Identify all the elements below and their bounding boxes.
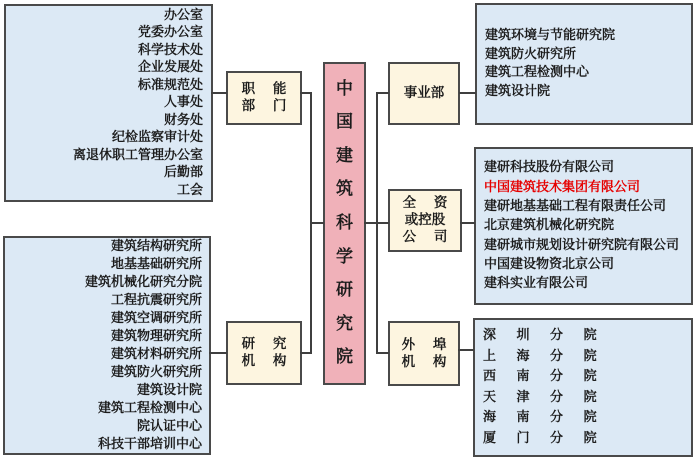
- list-item: 职 能: [241, 81, 287, 97]
- list-item: 建筑空调研究所: [110, 310, 202, 326]
- list-item: 深 圳 分 院: [483, 328, 597, 343]
- list-item: 研 究: [241, 336, 287, 352]
- vertical-char: 研: [336, 280, 353, 301]
- list-item: 中国建设物资北京公司: [484, 256, 615, 272]
- list-item: 建筑设计院: [485, 83, 551, 99]
- list-item: 标准规范处: [137, 77, 203, 93]
- vertical-char: 院: [336, 347, 353, 368]
- vertical-char: 建: [336, 145, 353, 166]
- list-item: 建筑物理研究所: [110, 328, 202, 344]
- connector: [459, 92, 476, 94]
- list-item: 建筑防火研究所: [485, 46, 577, 62]
- list-item: 海 南 分 院: [483, 410, 597, 425]
- vertical-char: 学: [336, 246, 353, 267]
- list-item: 人事处: [163, 95, 203, 111]
- list-item: 建研城市规划设计研究院有限公司: [484, 237, 680, 253]
- list-item: 外 埠: [401, 336, 447, 353]
- branch-offices-list: [473, 318, 693, 457]
- branch-business-divisions-label: [388, 62, 460, 125]
- list-item: 工程抗震研究所: [110, 292, 202, 308]
- list-item: 上 海 分 院: [483, 348, 597, 364]
- list-item: 厦 门 分 院: [483, 430, 597, 446]
- functional-departments-list: [4, 4, 213, 202]
- list-item: 公 司: [402, 229, 448, 245]
- vertical-char: 国: [336, 112, 353, 133]
- list-item: 建研地基基础工程有限责任公司: [484, 199, 667, 215]
- vertical-char: 科: [336, 212, 353, 233]
- list-item: 机 构: [241, 353, 287, 369]
- connector: [376, 92, 389, 94]
- list-item: 科学技术处: [137, 42, 203, 58]
- vertical-char: 筑: [336, 179, 353, 200]
- list-item: 全 资: [402, 195, 448, 211]
- list-item: 建筑工程检测中心: [97, 400, 202, 416]
- list-item: 机 构: [401, 353, 447, 370]
- connector: [376, 352, 389, 354]
- connector: [458, 349, 474, 351]
- branch-subsidiaries-label: [388, 189, 462, 252]
- list-item: 建筑设计院: [136, 382, 202, 398]
- subsidiaries-list: [474, 147, 693, 305]
- list-item: 科技干部培训中心: [97, 436, 202, 452]
- list-item: 财务处: [163, 112, 203, 128]
- list-item: 西 南 分 院: [483, 369, 597, 384]
- vertical-char: 中: [336, 78, 353, 99]
- list-item: 后勤部: [163, 165, 203, 181]
- list-item: 中国建筑技术集团有限公司: [484, 179, 641, 195]
- research-institutes-list: [3, 236, 211, 455]
- list-item: 地基基础研究所: [110, 256, 202, 272]
- branch-functional-departments-label: [226, 71, 302, 125]
- connector: [376, 222, 389, 224]
- branch-research-institutes-label: [226, 321, 302, 385]
- branch-offices-label: [388, 321, 460, 386]
- list-item: 离退休职工管理办公室: [72, 147, 203, 163]
- list-item: 建科实业有限公司: [484, 276, 589, 292]
- connector: [211, 92, 227, 94]
- list-item: 部 门: [241, 98, 287, 114]
- list-item: 建筑材料研究所: [110, 346, 202, 362]
- list-item: 事业部: [403, 85, 445, 101]
- connector: [209, 352, 227, 354]
- list-item: 建筑机械化研究分院: [84, 274, 202, 290]
- connector: [310, 222, 324, 224]
- list-item: 建筑环境与节能研究院: [485, 28, 616, 43]
- list-item: 建筑结构研究所: [110, 238, 202, 254]
- org-root-box: [323, 62, 366, 385]
- list-item: 北京建筑机械化研究院: [484, 218, 615, 234]
- list-item: 纪检监察审计处: [111, 130, 203, 146]
- list-item: 建研科技股份有限公司: [484, 160, 615, 176]
- list-item: 办公室: [163, 7, 203, 23]
- list-item: 工会: [176, 182, 203, 198]
- list-item: 党委办公室: [137, 25, 203, 41]
- vertical-char: 究: [336, 313, 353, 334]
- list-item: 建筑防火研究所: [110, 364, 202, 380]
- list-item: 院认证中心: [136, 418, 202, 434]
- business-divisions-list: [475, 3, 693, 125]
- list-item: 天 津 分 院: [483, 389, 597, 405]
- list-item: 企业发展处: [137, 60, 203, 76]
- list-item: 或控股: [404, 212, 446, 228]
- list-item: 建筑工程检测中心: [485, 65, 590, 80]
- connector: [300, 352, 312, 354]
- connector: [460, 222, 475, 224]
